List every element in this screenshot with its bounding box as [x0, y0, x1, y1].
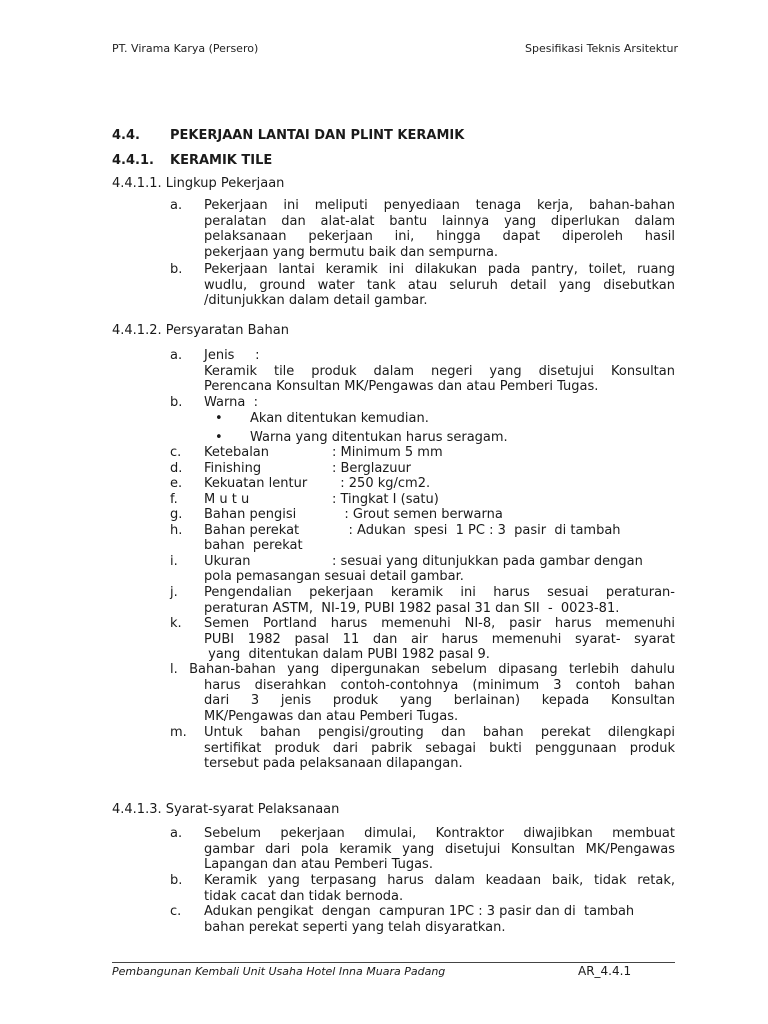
text-line: Keramik yang terpasang harus dalam keadaan baik, tidak retak,: [204, 873, 675, 888]
section-number: 4.4.: [112, 128, 140, 143]
bullet-text: Warna yang ditentukan harus seragam.: [250, 430, 508, 445]
spec-value: : 250 kg/cm2.: [332, 476, 431, 491]
spec-row: [170, 507, 503, 523]
list-item-label: c.: [170, 904, 182, 919]
spec-row: [170, 445, 443, 461]
list-item-label: a.: [170, 348, 183, 363]
spec-value: : Berglazuur: [332, 461, 412, 476]
spec-key: Bahan perekat: [204, 523, 300, 538]
spec-value: : Grout semen berwarna: [332, 507, 503, 522]
text-line: bahan perekat seperti yang telah disyaratkan.: [204, 919, 506, 935]
text-line: Semen Portland harus memenuhi NI-8, pasir harus memenuhi: [204, 616, 675, 631]
text-line: tersebut pada pelaksanaan dilapangan.: [204, 756, 463, 772]
bullet-icon: •: [215, 411, 223, 426]
list-item: [170, 585, 675, 616]
text-line: pelaksanaan pekerjaan ini, hingga dapat diperoleh hasil: [204, 229, 675, 245]
spec-key: Bahan pengisi: [204, 507, 297, 522]
bullet-item: [215, 430, 508, 446]
list-item: [170, 395, 675, 411]
list-item: [170, 662, 675, 724]
spec-label: h.: [170, 523, 183, 538]
list-item-label: k.: [170, 616, 182, 631]
text-line: Pengendalian pekerjaan keramik ini harus sesuai peraturan-: [204, 585, 675, 600]
text-line: Keramik tile produk dalam negeri yang disetujui Konsultan: [204, 363, 675, 379]
text-line: Pekerjaan ini meliputi penyediaan tenaga kerja, bahan-bahan: [204, 198, 675, 213]
list-item: [170, 198, 675, 260]
footer-divider: [112, 962, 675, 963]
section-title: PEKERJAAN LANTAI DAN PLINT KERAMIK: [170, 128, 465, 143]
subsection-title: KERAMIK TILE: [170, 153, 273, 168]
list-item: [170, 725, 675, 772]
text-line: peraturan ASTM, NI-19, PUBI 1982 pasal 31 dan SII - 0023-81.: [204, 600, 620, 616]
text-line: gambar dari pola keramik yang disetujui Konsultan MK/Pengawas: [204, 841, 675, 857]
list-item: [170, 616, 675, 663]
spec-row: [170, 492, 439, 508]
footer-project-name: Pembangunan Kembali Unit Usaha Hotel Inna Muara Padang: [112, 965, 446, 978]
spec-row: [170, 554, 643, 570]
list-item-label: j.: [170, 585, 178, 600]
text-line: dari 3 jenis produk yang berlainan) kepada Konsultan: [204, 693, 675, 709]
bullet-item: [215, 411, 429, 427]
list-item-label: m.: [170, 725, 187, 740]
text-line: harus diserahkan contoh-contohnya (minimum 3 contoh bahan: [204, 677, 675, 693]
list-item: [170, 826, 675, 873]
spec-value: : sesuai yang ditunjukkan pada gambar dengan: [332, 554, 643, 569]
text-line: MK/Pengawas dan atau Pemberi Tugas.: [204, 708, 459, 724]
text-line: peralatan dan alat-alat bantu lainnya yang diperlukan dalam: [204, 213, 675, 229]
subsubsection-heading-execution: 4.4.1.3. Syarat-syarat Pelaksanaan: [112, 802, 340, 817]
list-item-label: b.: [170, 262, 183, 277]
text-line: /ditunjukkan dalam detail gambar.: [204, 293, 428, 309]
item-title: Warna :: [204, 395, 258, 410]
bullet-icon: •: [215, 430, 223, 445]
list-item-label: b.: [170, 395, 183, 410]
text-line: wudlu, ground water tank atau seluruh detail yang disebutkan: [204, 277, 675, 293]
spec-value: : Tingkat I (satu): [332, 492, 439, 507]
spec-row: [170, 476, 430, 492]
list-item: [170, 904, 675, 935]
bullet-text: Akan ditentukan kemudian.: [250, 411, 429, 426]
spec-continuation: bahan perekat: [204, 538, 303, 553]
text-line: sertifikat produk dari pabrik sebagai bukti penggunaan produk: [204, 740, 675, 756]
text-line: PUBI 1982 pasal 11 dan air harus memenuhi syarat- syarat: [204, 631, 675, 647]
spec-key: Finishing: [204, 461, 262, 476]
text-line: Sebelum pekerjaan dimulai, Kontraktor diwajibkan membuat: [204, 826, 675, 841]
text-line: Adukan pengikat dengan campuran 1PC : 3 pasir dan di tambah: [204, 904, 635, 919]
spec-label: f.: [170, 492, 178, 507]
item-title: Jenis :: [204, 348, 260, 363]
spec-key: Ukuran: [204, 554, 251, 569]
subsubsection-heading-materials: 4.4.1.2. Persyaratan Bahan: [112, 323, 289, 338]
text-line: Perencana Konsultan MK/Pengawas dan atau Pemberi Tugas.: [204, 379, 599, 395]
text-line: Lapangan dan atau Pemberi Tugas.: [204, 857, 433, 873]
text-line: yang ditentukan dalam PUBI 1982 pasal 9.: [204, 647, 490, 663]
spec-row: [170, 523, 621, 539]
list-item: [170, 873, 675, 904]
list-item: [170, 348, 675, 395]
footer-page-code: AR_4.4.1: [578, 964, 632, 978]
text-line: pekerjaan yang bermutu baik dan sempurna.: [204, 244, 499, 260]
spec-value: : Adukan spesi 1 PC : 3 pasir di tambah: [332, 523, 621, 538]
spec-value: : Minimum 5 mm: [332, 445, 443, 460]
spec-key: Kekuatan lentur: [204, 476, 308, 491]
text-line: l. Bahan-bahan yang dipergunakan sebelum dipasang terlebih dahulu: [170, 662, 675, 677]
spec-key: M u t u: [204, 492, 250, 507]
section-heading: [112, 128, 464, 143]
spec-row: [170, 461, 411, 477]
text-line: Untuk bahan pengisi/grouting dan bahan perekat dilengkapi: [204, 725, 675, 740]
spec-label: i.: [170, 554, 178, 569]
text-line: Pekerjaan lantai keramik ini dilakukan pada pantry, toilet, ruang: [204, 262, 675, 277]
subsection-number: 4.4.1.: [112, 153, 154, 168]
spec-key: Ketebalan: [204, 445, 270, 460]
subsubsection-heading-scope: 4.4.1.1. Lingkup Pekerjaan: [112, 176, 285, 191]
list-item-label: a.: [170, 826, 183, 841]
list-item-label: a.: [170, 198, 183, 213]
subsection-heading: [112, 153, 272, 168]
list-item: [170, 262, 675, 309]
spec-continuation: pola pemasangan sesuai detail gambar.: [204, 569, 464, 584]
text-line: tidak cacat dan tidak bernoda.: [204, 888, 404, 904]
list-item-label: b.: [170, 873, 183, 888]
header-doc-title: Spesifikasi Teknis Arsitektur: [525, 42, 678, 55]
spec-label: e.: [170, 476, 183, 491]
spec-label: c.: [170, 445, 182, 460]
spec-label: d.: [170, 461, 183, 476]
header-company: PT. Virama Karya (Persero): [112, 42, 259, 55]
spec-label: g.: [170, 507, 183, 522]
